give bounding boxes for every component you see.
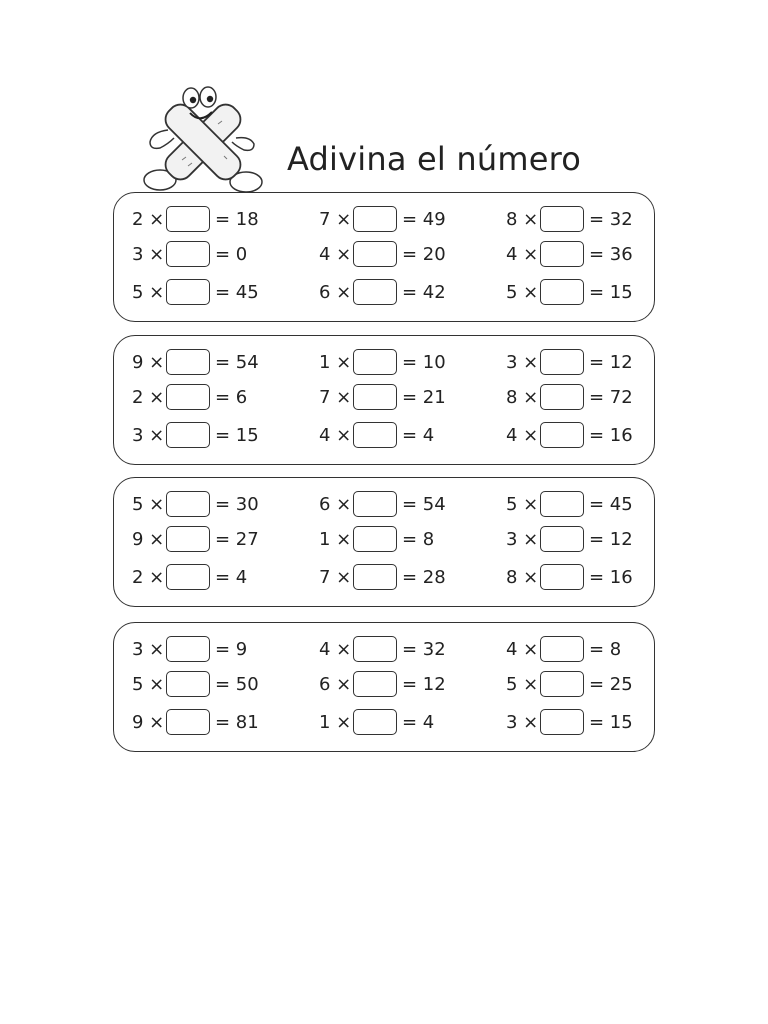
factor-label: 4 × — [506, 424, 539, 446]
result-label: = 81 — [215, 711, 259, 733]
answer-box[interactable] — [540, 564, 584, 590]
result-label: = 27 — [215, 528, 259, 550]
result-label: = 16 — [589, 566, 633, 588]
equation — [506, 707, 633, 737]
answer-box[interactable] — [353, 564, 397, 590]
equation — [506, 420, 633, 450]
equation — [319, 347, 446, 377]
equation-row — [114, 204, 654, 234]
result-label: = 15 — [215, 424, 259, 446]
equation — [506, 524, 633, 554]
result-label: = 4 — [402, 711, 435, 733]
equation — [319, 204, 446, 234]
factor-label: 3 × — [132, 638, 165, 660]
equation-row — [114, 382, 654, 412]
factor-label: 5 × — [132, 673, 165, 695]
factor-label: 3 × — [506, 528, 539, 550]
answer-box[interactable] — [166, 422, 210, 448]
factor-label: 1 × — [319, 528, 352, 550]
factor-label: 2 × — [132, 386, 165, 408]
result-label: = 8 — [589, 638, 622, 660]
equation-row — [114, 489, 654, 519]
exercise-panel — [113, 622, 655, 752]
answer-box[interactable] — [540, 279, 584, 305]
factor-label: 3 × — [506, 711, 539, 733]
answer-box[interactable] — [540, 671, 584, 697]
equation-row — [114, 420, 654, 450]
answer-box[interactable] — [353, 349, 397, 375]
equation — [132, 382, 247, 412]
result-label: = 15 — [589, 711, 633, 733]
factor-label: 6 × — [319, 281, 352, 303]
equation-row — [114, 707, 654, 737]
factor-label: 9 × — [132, 528, 165, 550]
factor-label: 4 × — [319, 424, 352, 446]
factor-label: 8 × — [506, 208, 539, 230]
factor-label: 6 × — [319, 493, 352, 515]
result-label: = 0 — [215, 243, 248, 265]
result-label: = 18 — [215, 208, 259, 230]
factor-label: 9 × — [132, 351, 165, 373]
factor-label: 3 × — [132, 424, 165, 446]
result-label: = 54 — [402, 493, 446, 515]
answer-box[interactable] — [166, 709, 210, 735]
result-label: = 36 — [589, 243, 633, 265]
equation — [132, 277, 259, 307]
equation — [506, 669, 633, 699]
equation — [319, 277, 446, 307]
factor-label: 8 × — [506, 386, 539, 408]
answer-box[interactable] — [166, 564, 210, 590]
factor-label: 2 × — [132, 208, 165, 230]
answer-box[interactable] — [353, 422, 397, 448]
equation — [506, 277, 633, 307]
factor-label: 7 × — [319, 208, 352, 230]
factor-label: 9 × — [132, 711, 165, 733]
factor-label: 2 × — [132, 566, 165, 588]
equation-row — [114, 239, 654, 269]
result-label: = 9 — [215, 638, 248, 660]
result-label: = 8 — [402, 528, 435, 550]
result-label: = 42 — [402, 281, 446, 303]
answer-box[interactable] — [166, 491, 210, 517]
answer-box[interactable] — [540, 384, 584, 410]
answer-box[interactable] — [166, 206, 210, 232]
equation — [132, 489, 259, 519]
result-label: = 72 — [589, 386, 633, 408]
equation — [319, 489, 446, 519]
equation — [506, 239, 633, 269]
answer-box[interactable] — [166, 384, 210, 410]
answer-box[interactable] — [540, 206, 584, 232]
result-label: = 45 — [215, 281, 259, 303]
answer-box[interactable] — [540, 636, 584, 662]
equation — [132, 669, 259, 699]
answer-box[interactable] — [166, 526, 210, 552]
answer-box[interactable] — [166, 671, 210, 697]
answer-box[interactable] — [166, 349, 210, 375]
answer-box[interactable] — [353, 279, 397, 305]
answer-box[interactable] — [353, 709, 397, 735]
equation-row — [114, 634, 654, 664]
equation — [506, 382, 633, 412]
equation — [319, 524, 434, 554]
factor-label: 6 × — [319, 673, 352, 695]
equation — [506, 562, 633, 592]
result-label: = 25 — [589, 673, 633, 695]
factor-label: 4 × — [506, 638, 539, 660]
exercise-panel — [113, 335, 655, 465]
answer-box[interactable] — [353, 636, 397, 662]
equation — [132, 634, 247, 664]
answer-box[interactable] — [166, 241, 210, 267]
factor-label: 5 × — [506, 673, 539, 695]
equation-row — [114, 277, 654, 307]
factor-label: 3 × — [132, 243, 165, 265]
result-label: = 16 — [589, 424, 633, 446]
result-label: = 28 — [402, 566, 446, 588]
equation — [319, 634, 446, 664]
answer-box[interactable] — [353, 206, 397, 232]
factor-label: 5 × — [506, 281, 539, 303]
result-label: = 45 — [589, 493, 633, 515]
result-label: = 12 — [589, 351, 633, 373]
equation — [132, 347, 259, 377]
equation-row — [114, 347, 654, 377]
result-label: = 12 — [402, 673, 446, 695]
result-label: = 10 — [402, 351, 446, 373]
equation — [506, 204, 633, 234]
exercise-panel — [113, 192, 655, 322]
answer-box[interactable] — [166, 636, 210, 662]
factor-label: 5 × — [132, 493, 165, 515]
answer-box[interactable] — [540, 491, 584, 517]
equation-row — [114, 562, 654, 592]
equation — [132, 204, 259, 234]
equation — [132, 707, 259, 737]
factor-label: 4 × — [319, 638, 352, 660]
answer-box[interactable] — [166, 279, 210, 305]
equation — [319, 707, 434, 737]
factor-label: 5 × — [132, 281, 165, 303]
equation — [319, 669, 446, 699]
result-label: = 4 — [402, 424, 435, 446]
equation — [319, 562, 446, 592]
factor-label: 1 × — [319, 351, 352, 373]
equation — [319, 420, 434, 450]
equation — [506, 634, 621, 664]
answer-box[interactable] — [353, 384, 397, 410]
equation — [319, 239, 446, 269]
factor-label: 7 × — [319, 386, 352, 408]
factor-label: 8 × — [506, 566, 539, 588]
factor-label: 4 × — [506, 243, 539, 265]
multiplication-sign-mascot-icon — [138, 80, 268, 198]
equation — [132, 524, 259, 554]
equation — [506, 347, 633, 377]
result-label: = 12 — [589, 528, 633, 550]
equation-row — [114, 669, 654, 699]
result-label: = 21 — [402, 386, 446, 408]
result-label: = 30 — [215, 493, 259, 515]
answer-box[interactable] — [540, 241, 584, 267]
factor-label: 7 × — [319, 566, 352, 588]
factor-label: 5 × — [506, 493, 539, 515]
equation-row — [114, 524, 654, 554]
answer-box[interactable] — [540, 349, 584, 375]
result-label: = 49 — [402, 208, 446, 230]
result-label: = 54 — [215, 351, 259, 373]
equation — [319, 382, 446, 412]
result-label: = 32 — [402, 638, 446, 660]
result-label: = 6 — [215, 386, 248, 408]
factor-label: 3 × — [506, 351, 539, 373]
answer-box[interactable] — [353, 671, 397, 697]
exercise-panel — [113, 477, 655, 607]
equation — [132, 420, 259, 450]
answer-box[interactable] — [540, 422, 584, 448]
equation — [132, 239, 247, 269]
factor-label: 1 × — [319, 711, 352, 733]
result-label: = 15 — [589, 281, 633, 303]
result-label: = 4 — [215, 566, 248, 588]
result-label: = 20 — [402, 243, 446, 265]
result-label: = 32 — [589, 208, 633, 230]
answer-box[interactable] — [353, 241, 397, 267]
answer-box[interactable] — [353, 491, 397, 517]
result-label: = 50 — [215, 673, 259, 695]
answer-box[interactable] — [353, 526, 397, 552]
factor-label: 4 × — [319, 243, 352, 265]
answer-box[interactable] — [540, 709, 584, 735]
equation — [506, 489, 633, 519]
page-title: Adivina el número — [287, 140, 582, 178]
answer-box[interactable] — [540, 526, 584, 552]
equation — [132, 562, 247, 592]
